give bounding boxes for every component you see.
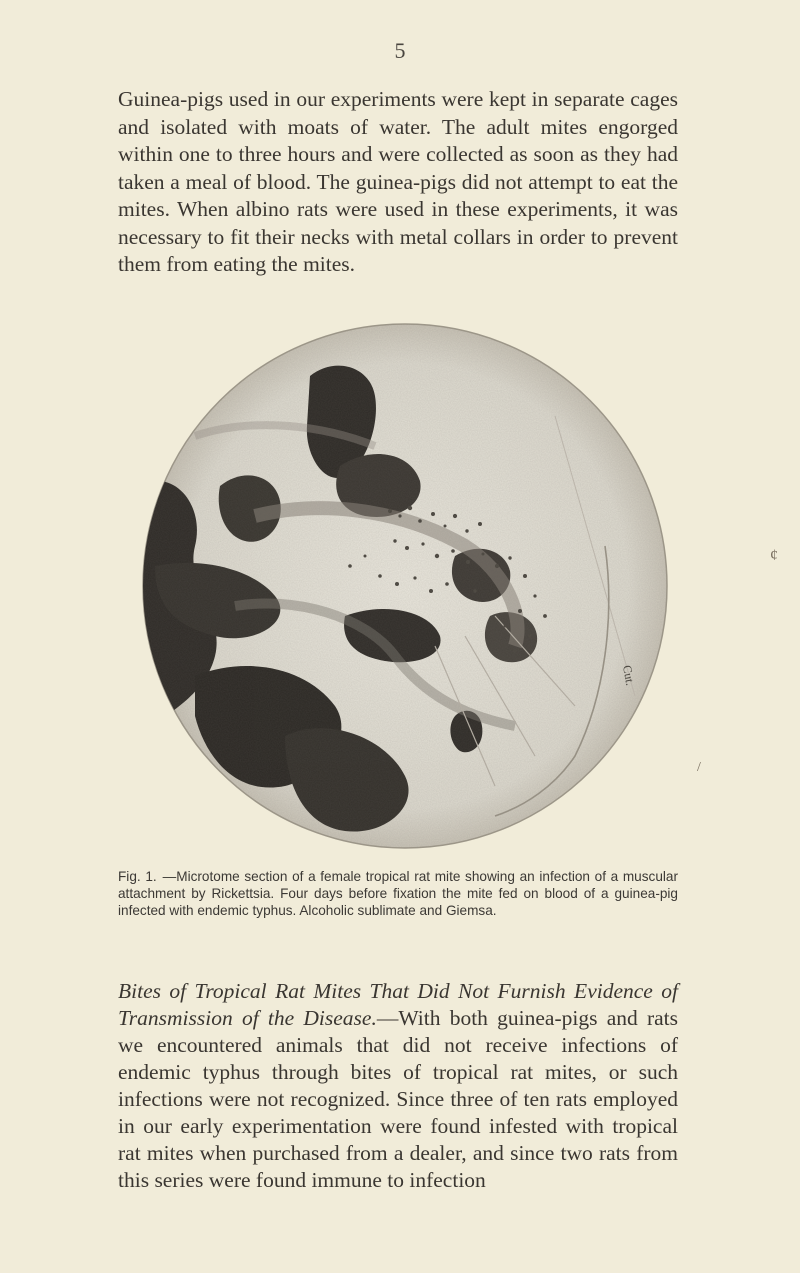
body-paragraph: Guinea-pigs used in our experiments were kept in separate cages and isolated with moats of water. The adult mites engorged within one to three hours and were collected as soon as they had taken a meal of blood. The guinea-pigs did not attempt to eat the mites. When albino rats were used in these experiments, it was necessary to fit their necks with metal collars in order to prevent them from eating the mites. bbox=[118, 87, 678, 276]
stray-mark: ¢ bbox=[770, 547, 778, 564]
figure-caption bbox=[118, 868, 678, 919]
section-paragraph bbox=[118, 978, 678, 1194]
figure-caption-text: —Microtome section of a female tropical rat mite showing an infection of a muscular attachment by Rickettsia. Four days before fixation the mite fed on blood of a guinea-pig infected with endemic typhus. Alcoholic sublimate and Giemsa. bbox=[118, 869, 678, 918]
micrograph-image bbox=[135, 316, 675, 856]
figure-micrograph bbox=[135, 316, 675, 856]
page-number: 5 bbox=[394, 38, 406, 63]
figure-label: Fig. 1. bbox=[118, 869, 157, 884]
stray-slash: / bbox=[697, 760, 701, 775]
cuticle-label: Cut. bbox=[620, 664, 638, 687]
section-body: —With both guinea-pigs and rats we encountered animals that did not receive infections of endemic typhus through bites of tropical rat mites, or such infections were not recognized. Since three of ten rats employed in our early experimentation were found infested with tropical rat mites when purchased from a dealer, and since two rats from this series were found immune to infection bbox=[118, 1006, 679, 1192]
section-heading: Bites of Tropical Rat Mites That Did Not Furnish Evidence of Transmission of the Disease. bbox=[118, 979, 678, 1030]
